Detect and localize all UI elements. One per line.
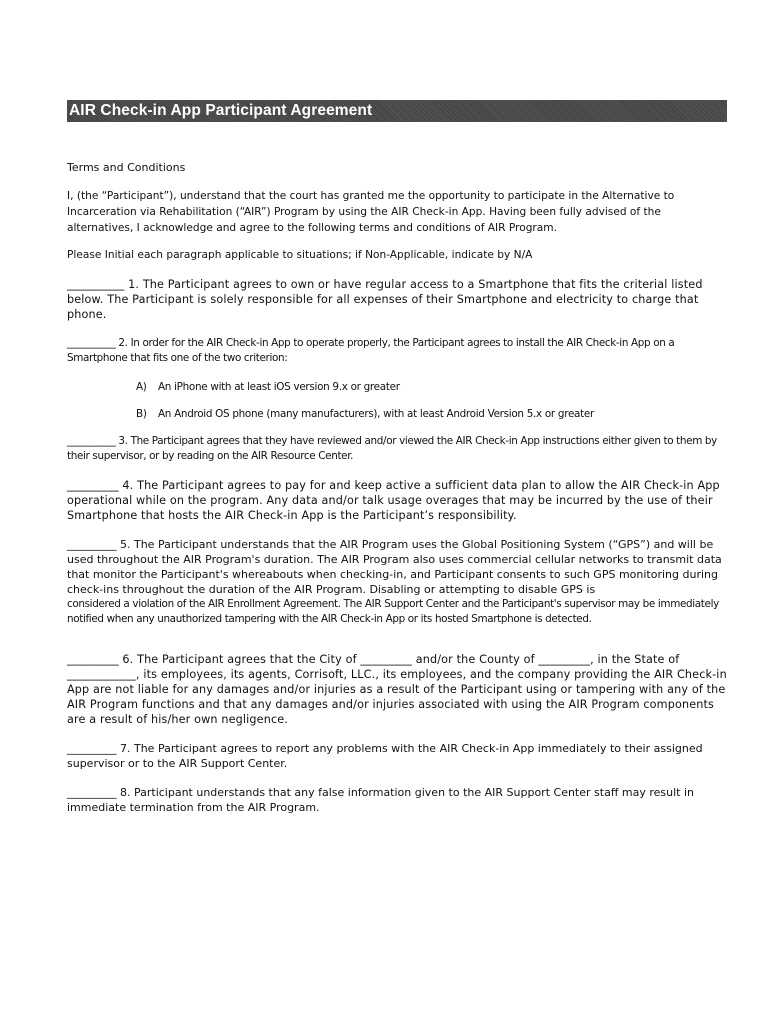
option-a: [136, 381, 727, 393]
paragraph-5-part-a: _________ 5. The Participant understands that the AIR Program uses the Global Positioning System (“GPS”) and will be used throughout the AIR Program's duration. The AIR Program also uses commercial cellular networks to transmit data that monitor the Participant's whereabouts when checking-in, and Participant consents to such GPS monitoring during check-ins throughout the duration of the AIR Program. Disabling or attempting to disable GPS is: [67, 538, 722, 596]
option-a-letter: A): [136, 381, 147, 393]
paragraph-8: _________ 8. Participant understands that any false information given to the AIR Support Center staff may result in immediate termination from the AIR Program.: [67, 786, 694, 814]
initial-instruction: Please Initial each paragraph applicable to situations; if Non-Applicable, indicate by N/A: [67, 249, 533, 261]
paragraph-4: _________ 4. The Participant agrees to pay for and keep active a sufficient data plan to allow the AIR Check-in App operational while on the program. Any data and/or talk usage overages that may be incurred by the use of their Smartphone that hosts the AIR Check-in App is the Participant’s responsibility.: [67, 479, 720, 522]
option-b: [136, 408, 727, 420]
paragraph-7: _________ 7. The Participant agrees to report any problems with the AIR Check-in App immediately to their assigned supervisor or to the AIR Support Center.: [67, 742, 703, 770]
terms-heading: Terms and Conditions: [67, 161, 186, 174]
paragraph-5: [67, 537, 727, 627]
paragraph-6: _________ 6. The Participant agrees that the City of _________ and/or the County of _________, in the State of ____________, its employees, its agents, Corrisoft, LLC., its employees, and the company providing the AIR Check-in App are not liable for any damages and/or injuries as a result of the Participant using or tampering with any of the AIR Program functions and that any damages and/or injuries associated with using the AIR Program components are a result of his/her own negligence.: [67, 653, 727, 726]
intro-paragraph: I, (the “Participant”), understand that the court has granted me the opportunity to participate in the Alternative to Incarceration via Rehabilitation (“AIR”) Program by using the AIR Check-in App. Having been fully advised of the alternatives, I acknowledge and agree to the following terms and conditions of AIR Program.: [67, 190, 675, 234]
agreement-page: [67, 100, 727, 815]
paragraph-5-part-b: considered a violation of the AIR Enrollment Agreement. The AIR Support Center and the Participant's supervisor may be immediately notified when any unauthorized tampering with the AIR Check-in App or its hosted Smartphone is detected.: [67, 598, 719, 625]
option-b-text: An Android OS phone (many manufacturers), with at least Android Version 5.x or greater: [158, 408, 594, 420]
title-bar: [67, 100, 727, 122]
option-a-text: An iPhone with at least iOS version 9.x or greater: [158, 381, 400, 393]
paragraph-3: __________ 3. The Participant agrees that they have reviewed and/or viewed the AIR Check-in App instructions either given to them by their supervisor, or by reading on the AIR Resource Center.: [67, 435, 717, 462]
paragraph-1: __________ 1. The Participant agrees to own or have regular access to a Smartphone that fits the criterial listed below. The Participant is solely responsible for all expenses of their Smartphone and electricity to charge that phone.: [67, 278, 703, 321]
paragraph-2: __________ 2. In order for the AIR Check-in App to operate properly, the Participant agrees to install the AIR Check-in App on a Smartphone that fits one of the two criterion:: [67, 337, 675, 364]
option-b-letter: B): [136, 408, 147, 420]
document-title: AIR Check-in App Participant Agreement: [69, 102, 373, 119]
